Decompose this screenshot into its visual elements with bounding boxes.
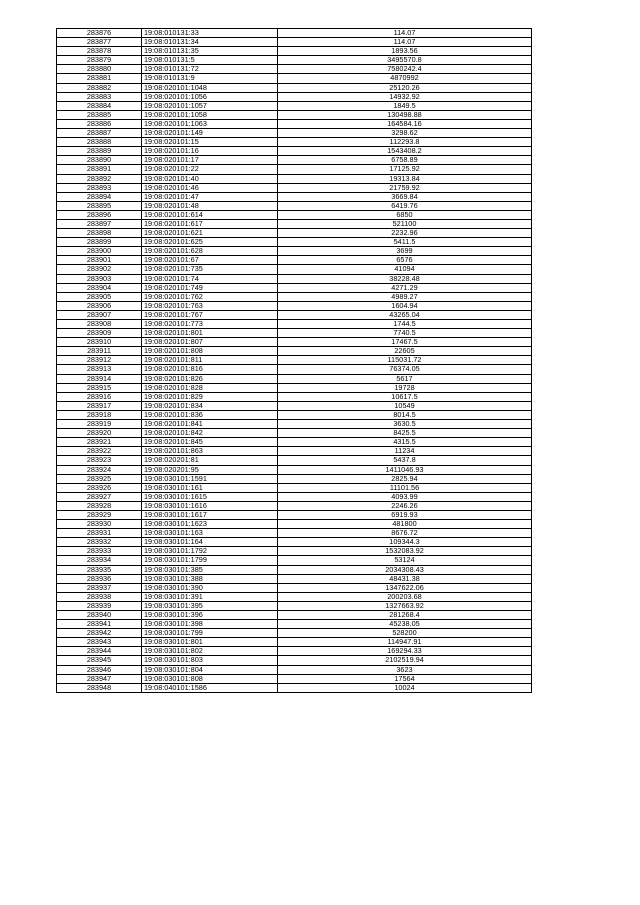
value-cell: 14932.92 <box>278 92 532 101</box>
cadastral-number-cell: 19:08:020101:826 <box>142 374 278 383</box>
row-number-cell: 283898 <box>57 229 142 238</box>
cadastral-number-cell: 19:08:020101:836 <box>142 410 278 419</box>
table-row <box>57 183 532 192</box>
row-number-cell: 283880 <box>57 65 142 74</box>
cadastral-number-cell: 19:08:030101:391 <box>142 592 278 601</box>
value-cell: 5437.8 <box>278 456 532 465</box>
cadastral-number-cell: 19:08:020101:829 <box>142 392 278 401</box>
row-number-cell: 283896 <box>57 210 142 219</box>
value-cell: 10617.5 <box>278 392 532 401</box>
value-cell: 38228.48 <box>278 274 532 283</box>
row-number-cell: 283883 <box>57 92 142 101</box>
cadastral-number-cell: 19:08:030101:799 <box>142 629 278 638</box>
cadastral-number-cell: 19:08:020101:74 <box>142 274 278 283</box>
row-number-cell: 283904 <box>57 283 142 292</box>
row-number-cell: 283890 <box>57 156 142 165</box>
value-cell: 4093.99 <box>278 492 532 501</box>
row-number-cell: 283946 <box>57 665 142 674</box>
cadastral-number-cell: 19:08:020101:40 <box>142 174 278 183</box>
cadastral-number-cell: 19:08:020101:46 <box>142 183 278 192</box>
row-number-cell: 283908 <box>57 320 142 329</box>
table-row <box>57 510 532 519</box>
cadastral-number-cell: 19:08:020101:1057 <box>142 101 278 110</box>
table-row <box>57 65 532 74</box>
value-cell: 1849.5 <box>278 101 532 110</box>
cadastral-number-cell: 19:08:020101:617 <box>142 219 278 228</box>
row-number-cell: 283923 <box>57 456 142 465</box>
row-number-cell: 283911 <box>57 347 142 356</box>
row-number-cell: 283917 <box>57 401 142 410</box>
row-number-cell: 283934 <box>57 556 142 565</box>
cadastral-number-cell: 19:08:030101:1616 <box>142 501 278 510</box>
table-row <box>57 310 532 319</box>
cadastral-number-cell: 19:08:030101:163 <box>142 529 278 538</box>
cadastral-number-cell: 19:08:010131:35 <box>142 47 278 56</box>
cadastral-number-cell: 19:08:030101:396 <box>142 611 278 620</box>
value-cell: 17564 <box>278 674 532 683</box>
cadastral-number-cell: 19:08:020101:749 <box>142 283 278 292</box>
row-number-cell: 283912 <box>57 356 142 365</box>
cadastral-number-cell: 19:08:010131:72 <box>142 65 278 74</box>
table-row <box>57 556 532 565</box>
value-cell: 2232.96 <box>278 229 532 238</box>
row-number-cell: 283943 <box>57 638 142 647</box>
value-cell: 6576 <box>278 256 532 265</box>
row-number-cell: 283921 <box>57 438 142 447</box>
cadastral-number-cell: 19:08:020101:614 <box>142 210 278 219</box>
table-body <box>57 29 532 693</box>
table-row <box>57 565 532 574</box>
cadastral-number-cell: 19:08:010131:5 <box>142 56 278 65</box>
row-number-cell: 283913 <box>57 365 142 374</box>
cadastral-number-cell: 19:08:020101:842 <box>142 429 278 438</box>
table-row <box>57 492 532 501</box>
value-cell: 1543408.2 <box>278 147 532 156</box>
table-row <box>57 538 532 547</box>
cadastral-number-cell: 19:08:020101:808 <box>142 347 278 356</box>
table-row <box>57 129 532 138</box>
value-cell: 19728 <box>278 383 532 392</box>
row-number-cell: 283894 <box>57 192 142 201</box>
cadastral-number-cell: 19:08:030101:161 <box>142 483 278 492</box>
value-cell: 7580242.4 <box>278 65 532 74</box>
cadastral-number-cell: 19:08:020101:625 <box>142 238 278 247</box>
cadastral-number-cell: 19:08:020201:81 <box>142 456 278 465</box>
row-number-cell: 283925 <box>57 474 142 483</box>
table-row <box>57 56 532 65</box>
row-number-cell: 283944 <box>57 647 142 656</box>
value-cell: 2246.26 <box>278 501 532 510</box>
table-row <box>57 329 532 338</box>
table-row <box>57 101 532 110</box>
cadastral-number-cell: 19:08:020101:15 <box>142 138 278 147</box>
row-number-cell: 283929 <box>57 510 142 519</box>
value-cell: 17467.5 <box>278 338 532 347</box>
cadastral-number-cell: 19:08:020101:621 <box>142 229 278 238</box>
cadastral-number-cell: 19:08:020101:67 <box>142 256 278 265</box>
table-row <box>57 201 532 210</box>
row-number-cell: 283877 <box>57 38 142 47</box>
row-number-cell: 283947 <box>57 674 142 683</box>
cadastral-number-cell: 19:08:030101:804 <box>142 665 278 674</box>
table-row <box>57 501 532 510</box>
value-cell: 43265.04 <box>278 310 532 319</box>
value-cell: 1347622.06 <box>278 583 532 592</box>
row-number-cell: 283884 <box>57 101 142 110</box>
value-cell: 4271.29 <box>278 283 532 292</box>
table-row <box>57 174 532 183</box>
row-number-cell: 283922 <box>57 447 142 456</box>
value-cell: 6850 <box>278 210 532 219</box>
table-row <box>57 292 532 301</box>
row-number-cell: 283942 <box>57 629 142 638</box>
cadastral-number-cell: 19:08:020101:816 <box>142 365 278 374</box>
cadastral-number-cell: 19:08:020101:47 <box>142 192 278 201</box>
table-row <box>57 29 532 38</box>
value-cell: 115031.72 <box>278 356 532 365</box>
cadastral-number-cell: 19:08:020101:22 <box>142 165 278 174</box>
cadastral-number-cell: 19:08:020101:811 <box>142 356 278 365</box>
row-number-cell: 283897 <box>57 219 142 228</box>
cadastral-number-cell: 19:08:020101:828 <box>142 383 278 392</box>
row-number-cell: 283895 <box>57 201 142 210</box>
cadastral-number-cell: 19:08:030101:1591 <box>142 474 278 483</box>
table-row <box>57 438 532 447</box>
value-cell: 200203.68 <box>278 592 532 601</box>
value-cell: 6758.89 <box>278 156 532 165</box>
row-number-cell: 283879 <box>57 56 142 65</box>
table-row <box>57 529 532 538</box>
value-cell: 2034308.43 <box>278 565 532 574</box>
value-cell: 17125.92 <box>278 165 532 174</box>
table-row <box>57 447 532 456</box>
cadastral-number-cell: 19:08:020101:735 <box>142 265 278 274</box>
cadastral-number-cell: 19:08:020101:863 <box>142 447 278 456</box>
value-cell: 164584.16 <box>278 119 532 128</box>
table-row <box>57 147 532 156</box>
cadastral-number-cell: 19:08:020101:763 <box>142 301 278 310</box>
value-cell: 5411.5 <box>278 238 532 247</box>
value-cell: 8425.5 <box>278 429 532 438</box>
value-cell: 11234 <box>278 447 532 456</box>
value-cell: 481800 <box>278 520 532 529</box>
value-cell: 4989.27 <box>278 292 532 301</box>
value-cell: 53124 <box>278 556 532 565</box>
value-cell: 8014.5 <box>278 410 532 419</box>
cadastral-number-cell: 19:08:020101:762 <box>142 292 278 301</box>
cadastral-number-cell: 19:08:030101:395 <box>142 601 278 610</box>
row-number-cell: 283889 <box>57 147 142 156</box>
value-cell: 4315.5 <box>278 438 532 447</box>
row-number-cell: 283892 <box>57 174 142 183</box>
value-cell: 3495570.8 <box>278 56 532 65</box>
row-number-cell: 283905 <box>57 292 142 301</box>
table-row <box>57 274 532 283</box>
row-number-cell: 283928 <box>57 501 142 510</box>
value-cell: 114947.91 <box>278 638 532 647</box>
cadastral-number-cell: 19:08:020101:845 <box>142 438 278 447</box>
value-cell: 22605 <box>278 347 532 356</box>
row-number-cell: 283893 <box>57 183 142 192</box>
table-row <box>57 429 532 438</box>
table-row <box>57 410 532 419</box>
row-number-cell: 283914 <box>57 374 142 383</box>
row-number-cell: 283940 <box>57 611 142 620</box>
cadastral-value-table <box>56 28 532 693</box>
table-row <box>57 356 532 365</box>
row-number-cell: 283887 <box>57 129 142 138</box>
cadastral-number-cell: 19:08:010131:33 <box>142 29 278 38</box>
table-row <box>57 119 532 128</box>
value-cell: 3699 <box>278 247 532 256</box>
value-cell: 528200 <box>278 629 532 638</box>
table-row <box>57 238 532 247</box>
cadastral-number-cell: 19:08:030101:803 <box>142 656 278 665</box>
row-number-cell: 283927 <box>57 492 142 501</box>
row-number-cell: 283888 <box>57 138 142 147</box>
cadastral-number-cell: 19:08:020101:1056 <box>142 92 278 101</box>
value-cell: 48431.38 <box>278 574 532 583</box>
row-number-cell: 283935 <box>57 565 142 574</box>
table-row <box>57 420 532 429</box>
cadastral-number-cell: 19:08:030101:164 <box>142 538 278 547</box>
value-cell: 1893.56 <box>278 47 532 56</box>
table-row <box>57 265 532 274</box>
table-row <box>57 247 532 256</box>
cadastral-number-cell: 19:08:020101:628 <box>142 247 278 256</box>
value-cell: 3630.5 <box>278 420 532 429</box>
value-cell: 1411046.93 <box>278 465 532 474</box>
value-cell: 41094 <box>278 265 532 274</box>
table-row <box>57 683 532 692</box>
cadastral-number-cell: 19:08:030101:390 <box>142 583 278 592</box>
row-number-cell: 283899 <box>57 238 142 247</box>
value-cell: 5617 <box>278 374 532 383</box>
row-number-cell: 283933 <box>57 547 142 556</box>
table-row <box>57 156 532 165</box>
value-cell: 11101.56 <box>278 483 532 492</box>
cadastral-number-cell: 19:08:020101:767 <box>142 310 278 319</box>
table-row <box>57 347 532 356</box>
table-row <box>57 638 532 647</box>
cadastral-number-cell: 19:08:020101:149 <box>142 129 278 138</box>
value-cell: 4870992 <box>278 74 532 83</box>
table-row <box>57 620 532 629</box>
table-row <box>57 301 532 310</box>
value-cell: 2825.94 <box>278 474 532 483</box>
cadastral-number-cell: 19:08:020101:1063 <box>142 119 278 128</box>
cadastral-number-cell: 19:08:030101:1792 <box>142 547 278 556</box>
value-cell: 169294.33 <box>278 647 532 656</box>
cadastral-number-cell: 19:08:030101:801 <box>142 638 278 647</box>
row-number-cell: 283920 <box>57 429 142 438</box>
value-cell: 114.07 <box>278 29 532 38</box>
value-cell: 7740.5 <box>278 329 532 338</box>
row-number-cell: 283902 <box>57 265 142 274</box>
table-row <box>57 401 532 410</box>
value-cell: 8676.72 <box>278 529 532 538</box>
table-row <box>57 192 532 201</box>
row-number-cell: 283931 <box>57 529 142 538</box>
table-row <box>57 383 532 392</box>
table-row <box>57 219 532 228</box>
value-cell: 1327663.92 <box>278 601 532 610</box>
table-row <box>57 674 532 683</box>
table-row <box>57 647 532 656</box>
row-number-cell: 283938 <box>57 592 142 601</box>
cadastral-number-cell: 19:08:020101:1048 <box>142 83 278 92</box>
table-row <box>57 601 532 610</box>
table-row <box>57 320 532 329</box>
table-row <box>57 365 532 374</box>
table-row <box>57 592 532 601</box>
row-number-cell: 283915 <box>57 383 142 392</box>
cadastral-number-cell: 19:08:040101:1586 <box>142 683 278 692</box>
value-cell: 3669.84 <box>278 192 532 201</box>
table-row <box>57 465 532 474</box>
cadastral-number-cell: 19:08:030101:398 <box>142 620 278 629</box>
value-cell: 112293.8 <box>278 138 532 147</box>
row-number-cell: 283945 <box>57 656 142 665</box>
cadastral-number-cell: 19:08:030101:385 <box>142 565 278 574</box>
row-number-cell: 283948 <box>57 683 142 692</box>
cadastral-number-cell: 19:08:030101:1799 <box>142 556 278 565</box>
value-cell: 10024 <box>278 683 532 692</box>
cadastral-number-cell: 19:08:020101:801 <box>142 329 278 338</box>
table-row <box>57 483 532 492</box>
table-row <box>57 392 532 401</box>
cadastral-number-cell: 19:08:010131:9 <box>142 74 278 83</box>
table-row <box>57 256 532 265</box>
row-number-cell: 283903 <box>57 274 142 283</box>
row-number-cell: 283941 <box>57 620 142 629</box>
table-row <box>57 629 532 638</box>
value-cell: 6919.93 <box>278 510 532 519</box>
table-row <box>57 210 532 219</box>
table-row <box>57 547 532 556</box>
table-row <box>57 583 532 592</box>
value-cell: 10549 <box>278 401 532 410</box>
value-cell: 130498.88 <box>278 110 532 119</box>
cadastral-number-cell: 19:08:020201:95 <box>142 465 278 474</box>
value-cell: 109344.3 <box>278 538 532 547</box>
table-row <box>57 474 532 483</box>
row-number-cell: 283876 <box>57 29 142 38</box>
value-cell: 19313.84 <box>278 174 532 183</box>
value-cell: 6419.76 <box>278 201 532 210</box>
row-number-cell: 283932 <box>57 538 142 547</box>
cadastral-number-cell: 19:08:030101:1623 <box>142 520 278 529</box>
value-cell: 521100 <box>278 219 532 228</box>
row-number-cell: 283937 <box>57 583 142 592</box>
row-number-cell: 283910 <box>57 338 142 347</box>
cadastral-number-cell: 19:08:020101:807 <box>142 338 278 347</box>
row-number-cell: 283891 <box>57 165 142 174</box>
row-number-cell: 283900 <box>57 247 142 256</box>
table-row <box>57 38 532 47</box>
cadastral-number-cell: 19:08:030101:1615 <box>142 492 278 501</box>
row-number-cell: 283926 <box>57 483 142 492</box>
table-row <box>57 83 532 92</box>
value-cell: 45238.05 <box>278 620 532 629</box>
row-number-cell: 283906 <box>57 301 142 310</box>
value-cell: 1744.5 <box>278 320 532 329</box>
cadastral-number-cell: 19:08:020101:773 <box>142 320 278 329</box>
cadastral-number-cell: 19:08:010131:34 <box>142 38 278 47</box>
row-number-cell: 283930 <box>57 520 142 529</box>
table-row <box>57 283 532 292</box>
table-row <box>57 456 532 465</box>
row-number-cell: 283885 <box>57 110 142 119</box>
row-number-cell: 283901 <box>57 256 142 265</box>
cadastral-number-cell: 19:08:030101:802 <box>142 647 278 656</box>
value-cell: 3623 <box>278 665 532 674</box>
value-cell: 1532083.92 <box>278 547 532 556</box>
value-cell: 3298.62 <box>278 129 532 138</box>
cadastral-number-cell: 19:08:030101:1617 <box>142 510 278 519</box>
table-row <box>57 229 532 238</box>
table-row <box>57 47 532 56</box>
value-cell: 2102519.94 <box>278 656 532 665</box>
row-number-cell: 283936 <box>57 574 142 583</box>
cadastral-number-cell: 19:08:020101:1058 <box>142 110 278 119</box>
row-number-cell: 283918 <box>57 410 142 419</box>
row-number-cell: 283878 <box>57 47 142 56</box>
table-row <box>57 92 532 101</box>
value-cell: 21759.92 <box>278 183 532 192</box>
value-cell: 281268.4 <box>278 611 532 620</box>
row-number-cell: 283881 <box>57 74 142 83</box>
cadastral-number-cell: 19:08:030101:808 <box>142 674 278 683</box>
table-row <box>57 110 532 119</box>
row-number-cell: 283882 <box>57 83 142 92</box>
value-cell: 76374.05 <box>278 365 532 374</box>
row-number-cell: 283907 <box>57 310 142 319</box>
cadastral-number-cell: 19:08:020101:16 <box>142 147 278 156</box>
table-row <box>57 374 532 383</box>
cadastral-number-cell: 19:08:020101:17 <box>142 156 278 165</box>
table-row <box>57 520 532 529</box>
value-cell: 1604.94 <box>278 301 532 310</box>
table-row <box>57 656 532 665</box>
row-number-cell: 283939 <box>57 601 142 610</box>
table-row <box>57 574 532 583</box>
cadastral-number-cell: 19:08:020101:834 <box>142 401 278 410</box>
value-cell: 114.07 <box>278 38 532 47</box>
table-row <box>57 665 532 674</box>
value-cell: 25120.26 <box>278 83 532 92</box>
row-number-cell: 283886 <box>57 119 142 128</box>
cadastral-number-cell: 19:08:020101:48 <box>142 201 278 210</box>
cadastral-number-cell: 19:08:030101:388 <box>142 574 278 583</box>
row-number-cell: 283909 <box>57 329 142 338</box>
table-row <box>57 74 532 83</box>
row-number-cell: 283924 <box>57 465 142 474</box>
table-row <box>57 338 532 347</box>
row-number-cell: 283916 <box>57 392 142 401</box>
row-number-cell: 283919 <box>57 420 142 429</box>
table-row <box>57 165 532 174</box>
table-row <box>57 138 532 147</box>
table-row <box>57 611 532 620</box>
cadastral-number-cell: 19:08:020101:841 <box>142 420 278 429</box>
